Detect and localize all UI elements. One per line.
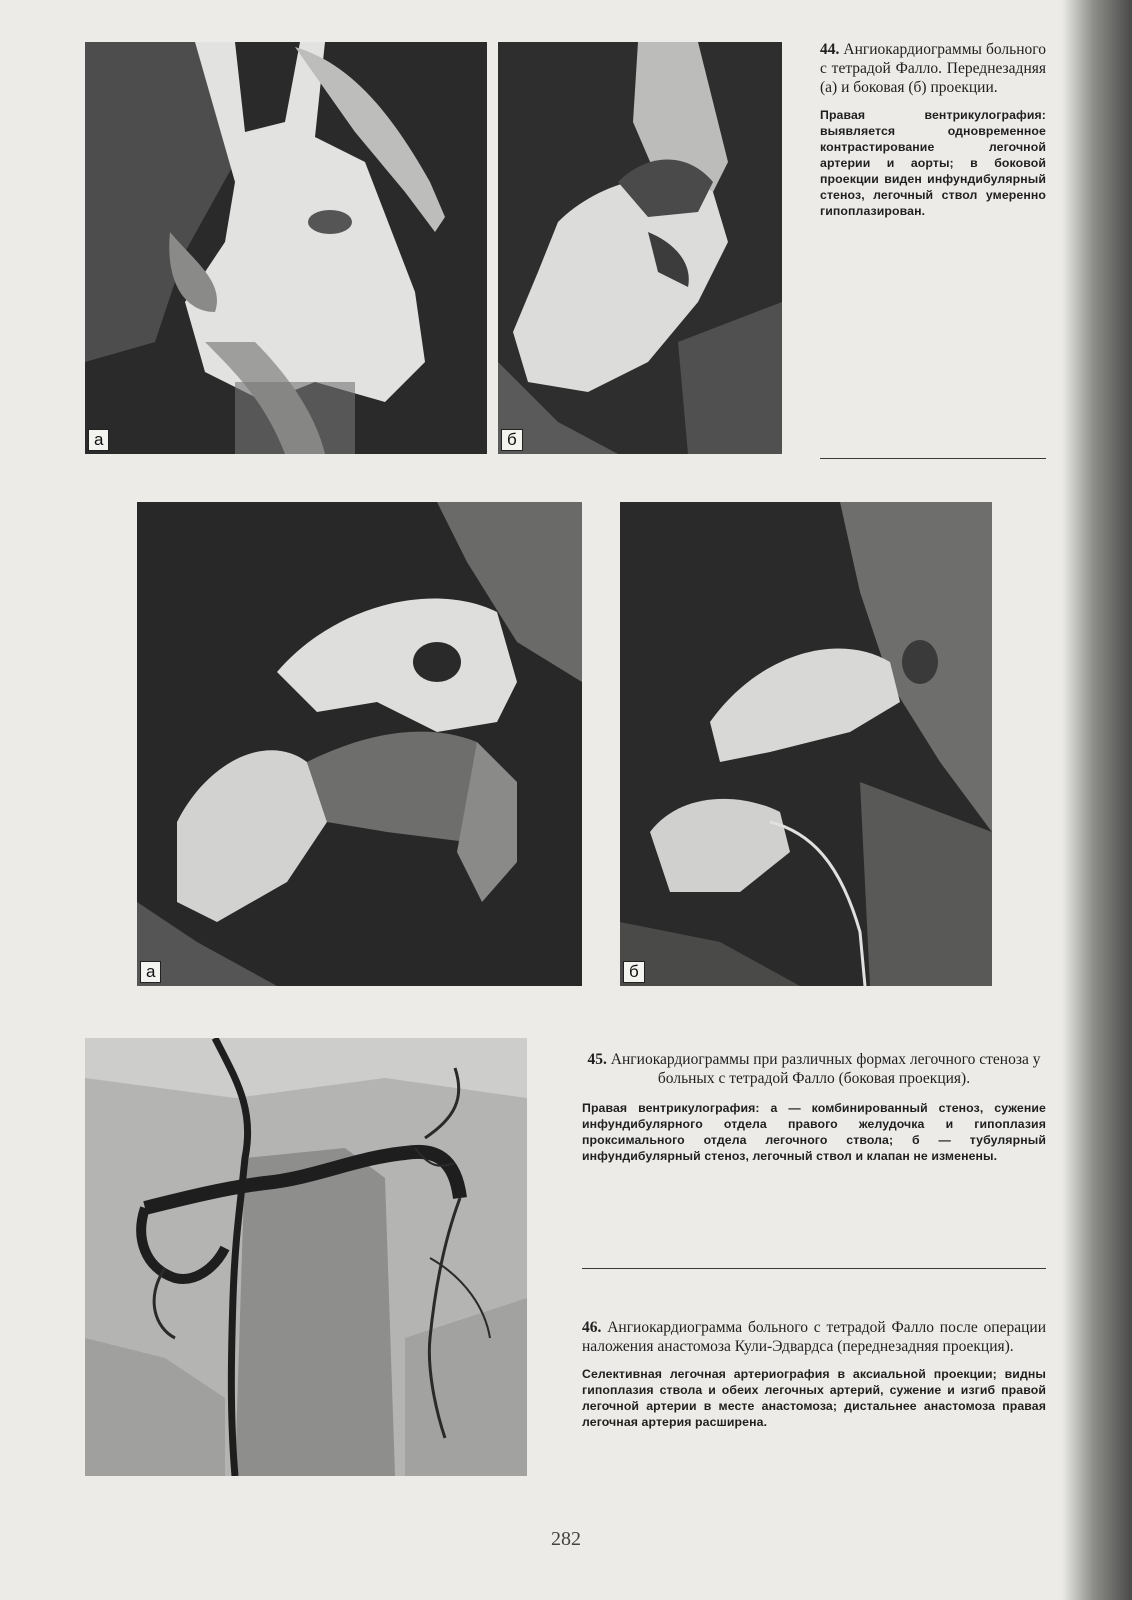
figure-number-46: 46. bbox=[582, 1319, 602, 1336]
caption-45-body bbox=[582, 1100, 1046, 1164]
caption-45-label-a: а bbox=[770, 1101, 778, 1115]
figure-44a-angiogram bbox=[85, 42, 487, 454]
caption-46 bbox=[582, 1318, 1046, 1430]
figure-44b-angiogram bbox=[498, 42, 782, 454]
caption-45 bbox=[582, 1050, 1046, 1164]
caption-44-body: Правая вентрикулография: выявляется одновременное контрастирование легочной артерии и аорты; в боковой проекции виден инфундибулярный стеноз, легочный ствол умеренно гипоплазирован. bbox=[820, 108, 1046, 218]
page-number: 282 bbox=[551, 1528, 581, 1550]
page-edge-shadow bbox=[1062, 0, 1132, 1600]
divider-45 bbox=[582, 1268, 1046, 1269]
figure-45a-angiogram bbox=[137, 502, 582, 986]
figure-number-45: 45. bbox=[587, 1051, 607, 1068]
divider-44 bbox=[820, 458, 1046, 459]
caption-45-text-a: — комбинированный стеноз, сужение инфундибулярного отдела правого желудочка и гипоплазия проксимального отдела легочного ствола; bbox=[582, 1101, 1046, 1147]
figure-45b-angiogram bbox=[620, 502, 992, 986]
figure-number-44: 44. bbox=[820, 41, 840, 58]
panel-label-a: а bbox=[88, 429, 109, 451]
caption-44-title: Ангиокардиограммы больного с тетрадой Фалло. Переднезадняя (а) и боковая (б) проекции. bbox=[820, 41, 1046, 96]
caption-45-prefix: Правая вентрикулография: bbox=[582, 1101, 771, 1115]
caption-44 bbox=[820, 40, 1046, 219]
caption-46-title: Ангиокардиограмма больного с тетрадой Фалло после операции наложения анастомоза Кули-Эдвардса (переднезадняя проекция). bbox=[582, 1319, 1046, 1355]
caption-45-text-b: — тубулярный инфундибулярный стеноз, легочный ствол и клапан не изменены. bbox=[582, 1133, 1046, 1163]
caption-45-title: Ангиокардиограммы при различных формах легочного стеноза у больных с тетрадой Фалло (боковая проекция). bbox=[610, 1051, 1041, 1087]
caption-46-body: Селективная легочная артериография в аксиальной проекции; видны гипоплазия ствола и обеих легочных артерий, сужение и изгиб правой легочной артерии в месте анастомоза; дистальнее анастомоза правая легочная артерия расширена. bbox=[582, 1367, 1046, 1429]
panel-label-b: б bbox=[623, 961, 645, 983]
panel-label-a: а bbox=[140, 961, 161, 983]
caption-45-label-b: б bbox=[912, 1133, 920, 1147]
figure-46-angiogram bbox=[85, 1038, 527, 1476]
panel-label-b: б bbox=[501, 429, 523, 451]
